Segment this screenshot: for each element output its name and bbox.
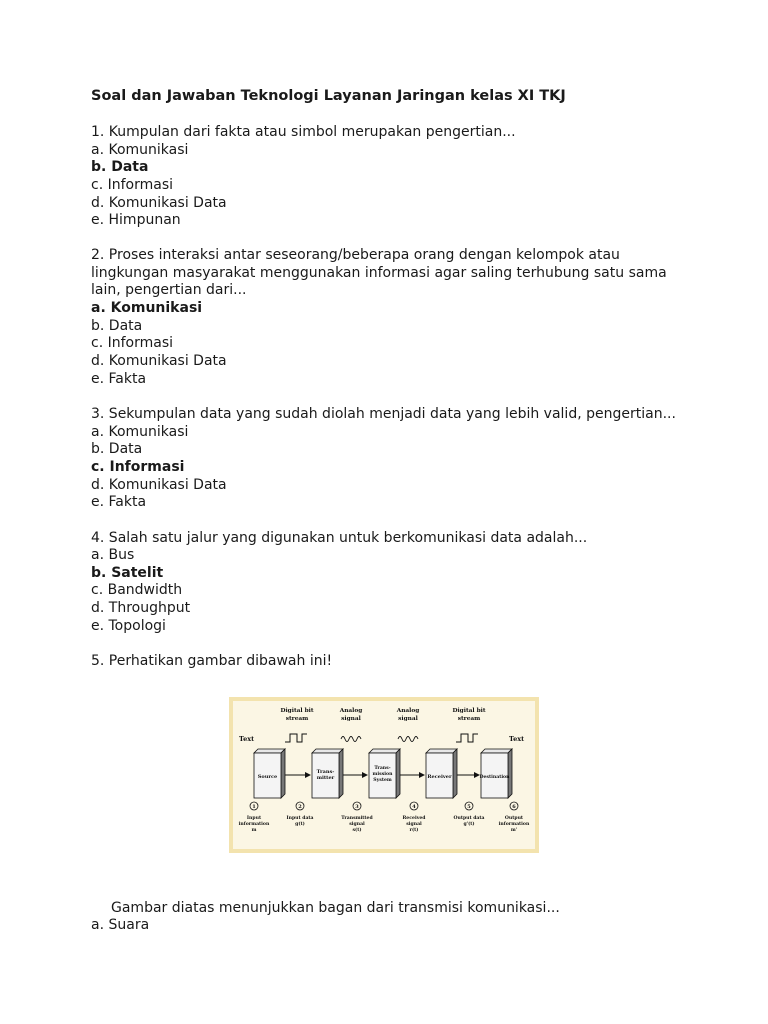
digital-signal-2 <box>456 734 478 742</box>
question-1-option-d: d. Komunikasi Data <box>91 195 227 211</box>
question-3-option-a: a. Komunikasi <box>91 424 189 440</box>
question-3-option-b: b. Data <box>91 441 143 457</box>
question-4-option-a: a. Bus <box>91 547 135 563</box>
question-5-text: 5. Perhatikan gambar dibawah ini! <box>91 653 333 669</box>
top-label-analog-2: Analog signal <box>396 708 420 722</box>
question-5-option-a: a. Suara <box>91 917 150 933</box>
question-2-option-c: c. Informasi <box>91 335 174 351</box>
svg-text:1: 1 <box>252 804 256 810</box>
top-label-analog-1: Analog signal <box>339 708 363 722</box>
question-3-text: 3. Sekumpulan data yang sudah diolah menjadi data yang lebih valid, pengertian... <box>91 406 676 422</box>
question-1-option-c: c. Informasi <box>91 177 174 193</box>
question-1-option-b-answer: b. Data <box>91 159 149 175</box>
question-1-text: 1. Kumpulan dari fakta atau simbol merupakan pengertian... <box>91 124 516 140</box>
text-label-left: Text <box>239 735 255 743</box>
svg-text:Receivedsignalr(t): Received signal r(t) <box>402 816 426 833</box>
svg-text:6: 6 <box>512 804 516 810</box>
svg-text:Trans-mitter: Trans-mitter <box>316 769 335 781</box>
svg-text:Source: Source <box>257 774 278 780</box>
question-2-text-line-3: lain, pengertian dari... <box>91 282 247 298</box>
svg-text:Receiver: Receiver <box>427 774 452 780</box>
transmission-diagram-figure <box>229 697 539 853</box>
svg-text:Output datag'(t): Output data g'(t) <box>453 816 485 827</box>
svg-text:Inputinformationm: Input information m <box>238 816 270 833</box>
digital-signal-1 <box>285 734 307 742</box>
svg-text:Outputinformationm': Output information m' <box>498 816 530 833</box>
step-markers <box>250 802 518 810</box>
question-2-option-b: b. Data <box>91 318 143 334</box>
question-4-text: 4. Salah satu jalur yang digunakan untuk berkomunikasi data adalah... <box>91 530 588 546</box>
svg-text:5: 5 <box>467 804 471 810</box>
box-receiver <box>426 749 457 798</box>
text-label-right: Text <box>509 735 525 743</box>
question-3-option-c-answer: c. Informasi <box>91 459 185 475</box>
box-destination <box>480 749 512 798</box>
box-source <box>254 749 285 798</box>
top-label-digital-2: Digital bit stream <box>452 708 486 722</box>
analog-wave-2 <box>398 737 418 742</box>
question-4-option-b-answer: b. Satelit <box>91 565 164 581</box>
svg-text:Destination: Destination <box>479 775 510 780</box>
top-label-digital-1: Digital bit stream <box>280 708 314 722</box>
question-2-text-line-1: 2. Proses interaksi antar seseorang/beberapa orang dengan kelompok atau <box>91 247 620 263</box>
question-4-option-d: d. Throughput <box>91 600 191 616</box>
figure-caption-question: Gambar diatas menunjukkan bagan dari transmisi komunikasi... <box>111 900 560 916</box>
question-2-option-e: e. Fakta <box>91 371 147 387</box>
question-4-option-e: e. Topologi <box>91 618 166 634</box>
document-title: Soal dan Jawaban Teknologi Layanan Jaringan kelas XI TKJ <box>91 88 566 104</box>
box-transmitter <box>312 749 343 798</box>
question-2-option-a-answer: a. Komunikasi <box>91 300 203 316</box>
svg-text:Transmittedsignals(t): Transmitted signal s(t) <box>341 816 373 833</box>
question-1-option-a: a. Komunikasi <box>91 142 189 158</box>
svg-text:Trans-missionSystem: Trans-mission System <box>372 766 393 783</box>
question-3-option-e: e. Fakta <box>91 494 147 510</box>
question-2-option-d: d. Komunikasi Data <box>91 353 227 369</box>
box-transmission-system <box>369 749 400 798</box>
question-2-text-line-2: lingkungan masyarakat menggunakan informasi agar saling terhubung satu sama <box>91 265 667 281</box>
bottom-labels <box>239 815 530 833</box>
question-1-option-e: e. Himpunan <box>91 212 181 228</box>
svg-text:3: 3 <box>355 804 359 810</box>
analog-wave-1 <box>341 737 361 742</box>
question-4-option-c: c. Bandwidth <box>91 582 183 598</box>
transmission-diagram <box>233 701 535 849</box>
svg-text:2: 2 <box>298 804 302 810</box>
svg-text:Input datag(t): Input data g(t) <box>286 816 314 827</box>
question-3-option-d: d. Komunikasi Data <box>91 477 227 493</box>
svg-text:4: 4 <box>412 804 416 810</box>
